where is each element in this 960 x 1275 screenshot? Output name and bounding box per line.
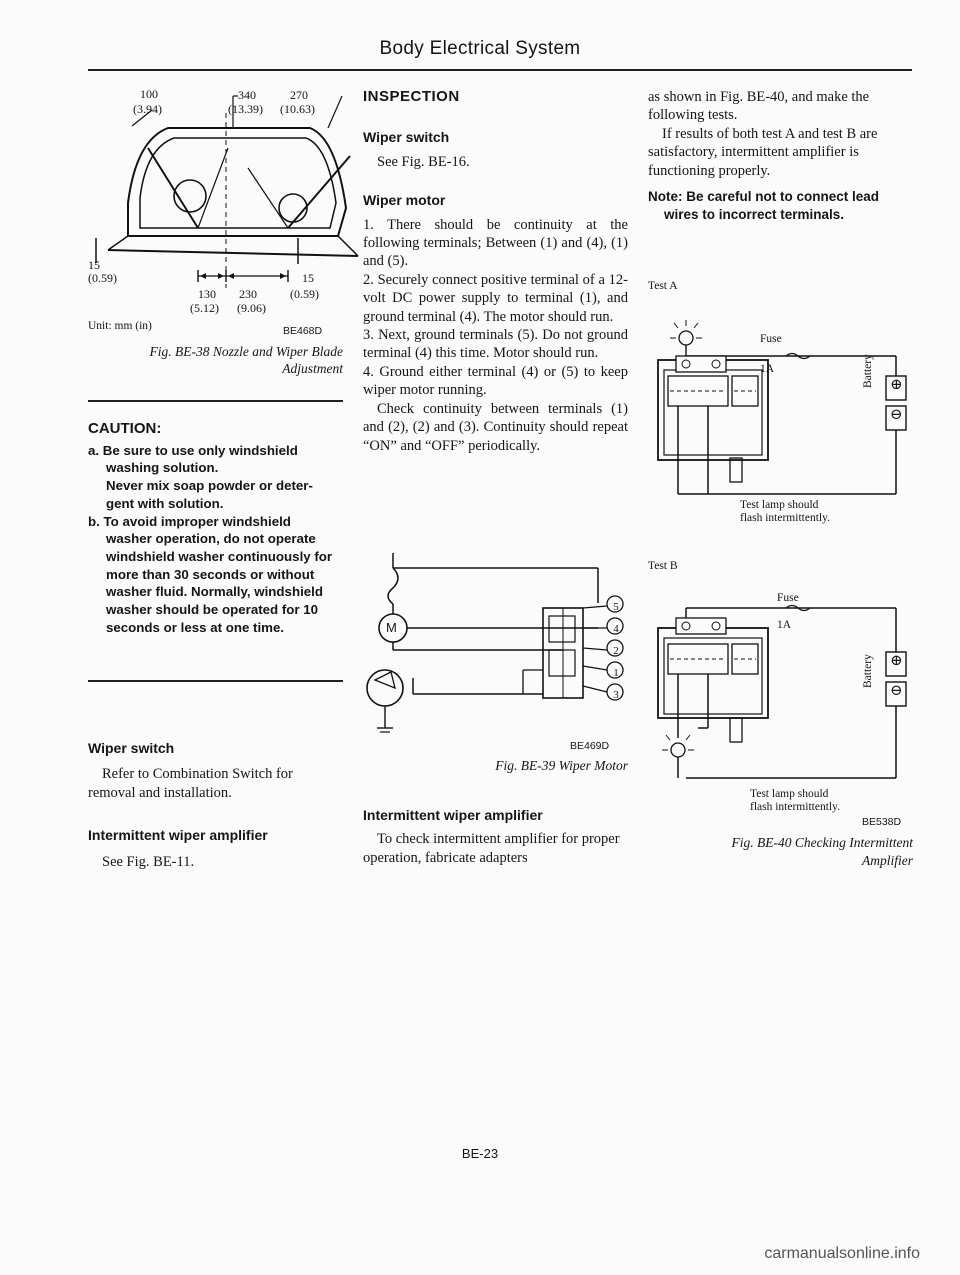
figure-caption: Fig. BE-38 Nozzle and Wiper Blade Adjustment (149, 344, 343, 376)
test-b-fuse: Fuse (777, 592, 799, 604)
inspect-amp-heading: Intermittent wiper amplifier (363, 807, 543, 823)
step-3: 3. Next, ground terminals (5). Do not ground terminal (4) this time. Motor should run. (363, 327, 628, 362)
test-b-amp: 1A (777, 619, 792, 631)
caution-title: CAUTION: (88, 420, 162, 437)
col2-amplifier (363, 806, 628, 867)
terminal-2: 2 (613, 645, 619, 657)
page-header: Body Electrical System (379, 38, 581, 59)
inspect-wiper-switch-text: See Fig. BE-16. (377, 153, 470, 170)
inspect-amp-text: To check intermittent amplifier for proper operation, fabricate adapters (363, 831, 620, 866)
caution-rule-bottom (88, 680, 343, 682)
caution-rule-top (88, 400, 343, 402)
dim-100-in: (3.94) (133, 102, 162, 116)
dim-130: 130 (198, 287, 216, 301)
test-a-battery: Battery (862, 354, 874, 388)
col2-text (363, 88, 628, 455)
dim-15-right-in: (0.59) (290, 287, 319, 301)
amp-text: See Fig. BE-11. (102, 853, 195, 870)
dim-230: 230 (239, 287, 257, 301)
test-a-fuse: Fuse (760, 333, 782, 345)
step-1: 1. There should be continuity at the following terminals; Between (1) and (4), (1) and (5). (363, 216, 628, 270)
test-b-label: Test B (648, 560, 678, 572)
motor-label: M (386, 620, 397, 635)
dim-15-left: 15 (88, 258, 100, 272)
col3-text (648, 88, 913, 223)
wiper-switch-heading: Wiper switch (88, 740, 175, 756)
test-b-note: Test lamp should flash intermittently. (750, 788, 840, 813)
test-a-minus: ⊖ (890, 407, 903, 423)
dim-15-right: 15 (302, 271, 314, 285)
page-number: BE-23 (461, 1146, 499, 1161)
test-b-plus: ⊕ (890, 653, 903, 669)
fig39-caption: Fig. BE-39 Wiper Motor (495, 758, 628, 773)
terminal-4: 4 (613, 623, 619, 635)
fig-be39-diagram (363, 548, 628, 748)
test-b-battery: Battery (862, 654, 874, 688)
col1-wiper-switch (88, 739, 343, 871)
wiper-switch-text: Refer to Combination Switch for removal and installation. (88, 766, 293, 801)
test-b-minus: ⊖ (890, 683, 903, 699)
dim-270: 270 (290, 88, 308, 102)
dim-100: 100 (140, 87, 158, 101)
dim-130-in: (5.12) (190, 301, 219, 315)
amp-heading: Intermittent wiper amplifier (88, 827, 268, 844)
watermark: carmanualsonline.info (764, 1245, 920, 1262)
step-2: 2. Securely connect positive terminal of a 12-volt DC power supply to terminal (1), and ground terminal (4). The motor should run. (363, 271, 628, 325)
wiper-motor-heading: Wiper motor (363, 192, 446, 209)
col3-continued: as shown in Fig. BE-40, and make the following tests. (648, 89, 870, 124)
col3-note: Note: Be careful not to connect lead wires to incorrect terminals. (648, 189, 880, 222)
fig39-code: BE469D (570, 740, 610, 752)
test-a-note: Test lamp should flash intermittently. (740, 499, 830, 524)
step-4: 4. Ground either terminal (4) or (5) to keep wiper motor running. (363, 363, 628, 399)
dim-340: 340 (238, 88, 256, 102)
test-a-label: Test A (648, 280, 678, 292)
dim-15-left-in: (0.59) (88, 271, 117, 285)
terminal-5: 5 (613, 601, 619, 613)
fig40-caption: Fig. BE-40 Checking Intermittent Amplifier (731, 835, 913, 868)
header-rule (88, 69, 912, 71)
dim-270-in: (10.63) (280, 102, 315, 116)
terminal-1: 1 (613, 667, 619, 679)
step-4b: Check continuity between terminals (1) and (2), (2) and (3). Continuity should repeat “ON” and “OFF” periodically. (363, 400, 628, 454)
test-a-amp: 1A (760, 363, 775, 375)
test-a-plus: ⊕ (890, 377, 903, 393)
inspection-heading: INSPECTION (363, 88, 460, 105)
figure-code: BE468D (283, 325, 323, 337)
fig40-code: BE538D (862, 816, 902, 828)
inspect-wiper-switch-heading: Wiper switch (363, 129, 450, 146)
terminal-3: 3 (613, 689, 619, 701)
dim-230-in: (9.06) (237, 301, 266, 315)
dim-340-in: (13.39) (228, 102, 263, 116)
unit-label: Unit: mm (in) (88, 320, 152, 332)
caution-box: CAUTION: a. Be sure to use only windshield washing solution. Never mix soap powder or deter- gent with solution. b. To avoid improper windshield washer operation, do not operate windshield washer continuously for more than 30 seconds or without washer fluid. Normally, windshield washer should be operated for 10 seconds or less at one time. (88, 420, 348, 636)
col3-results: If results of both test A and test B are satisfactory, intermittent amplifier is functioning properly. (648, 125, 878, 179)
terminal-labels (611, 596, 621, 706)
